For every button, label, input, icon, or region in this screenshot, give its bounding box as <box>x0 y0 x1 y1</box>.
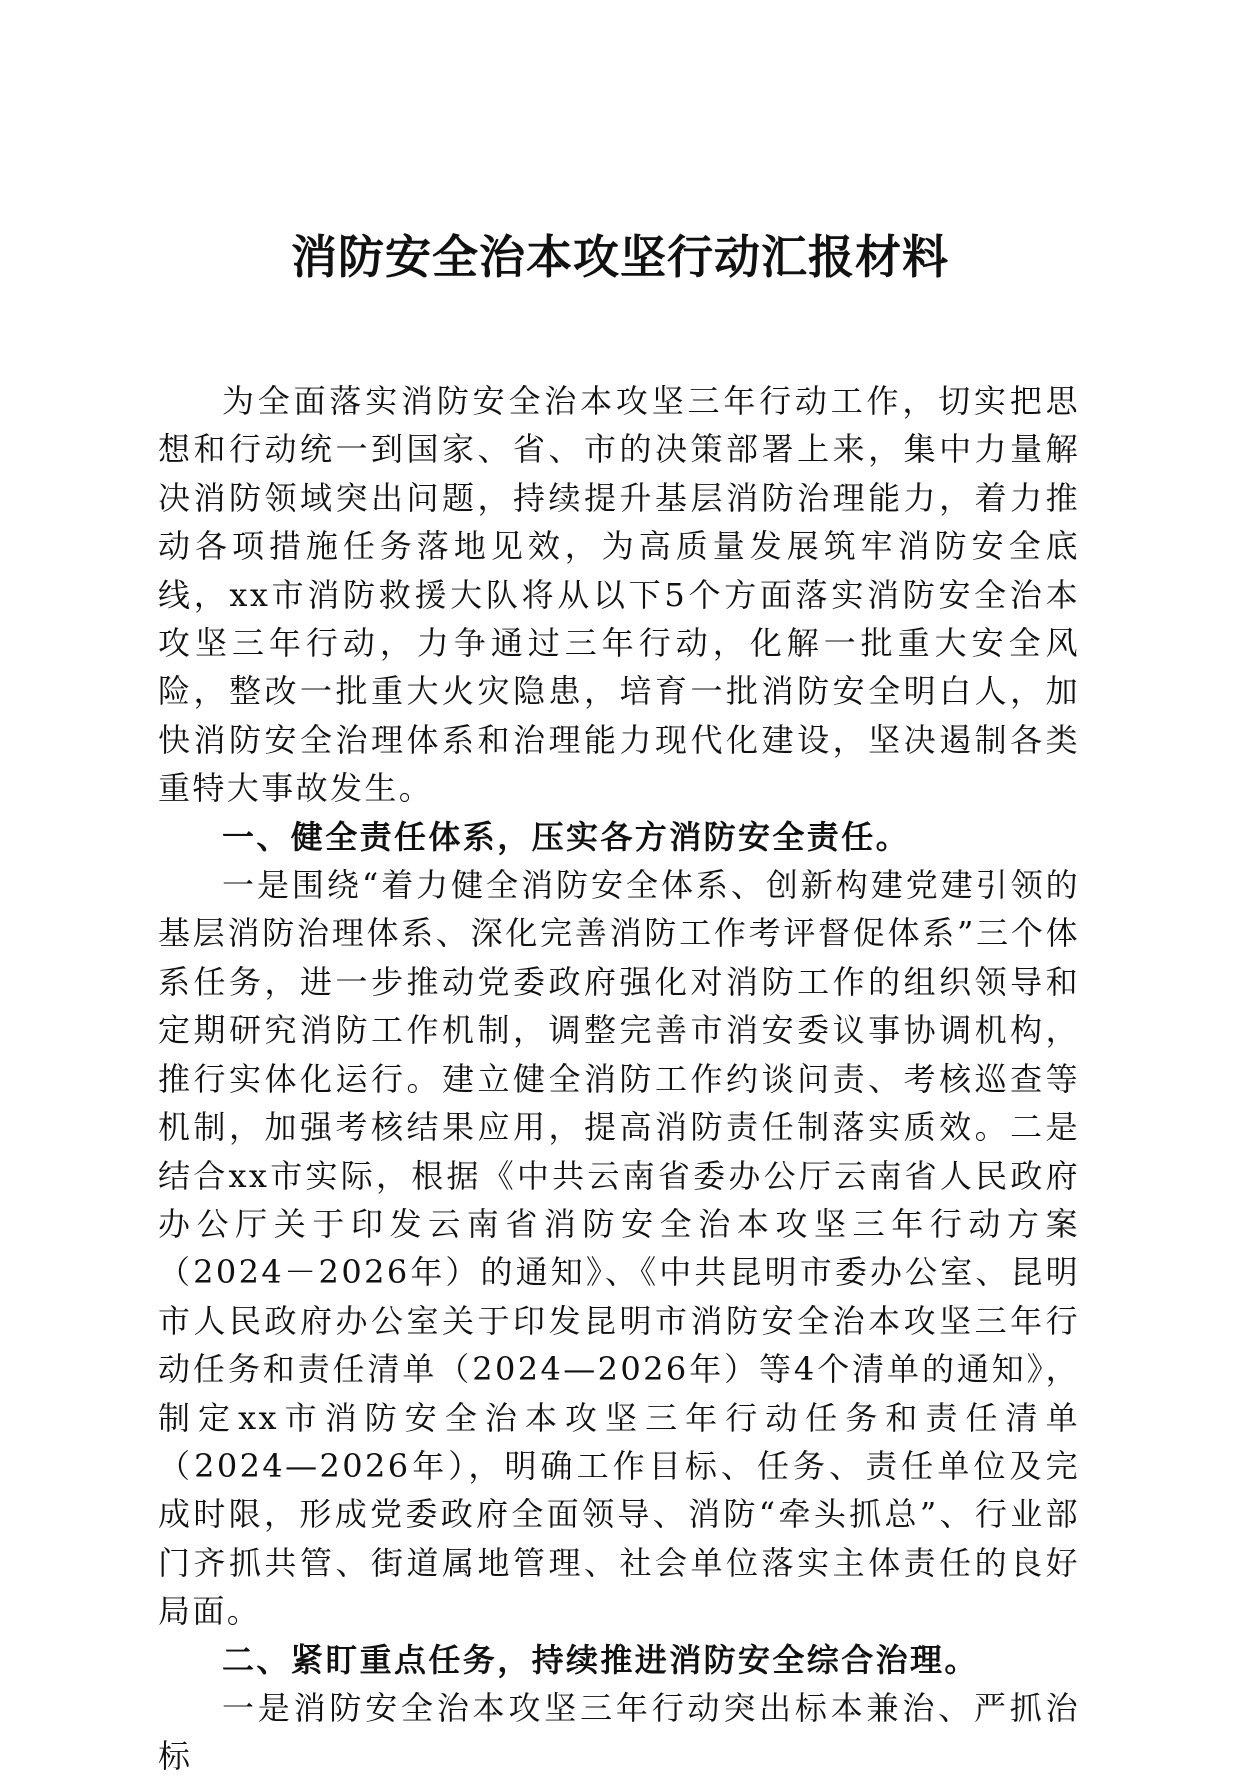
section-1-heading: 一、健全责任体系，压实各方消防安全责任。 <box>222 817 911 856</box>
section-2-heading: 二、紧盯重点任务，持续推进消防安全综合治理。 <box>222 1640 979 1679</box>
intro-paragraph: 为全面落实消防安全治本攻坚三年行动工作，切实把思想和行动统一到国家、省、市的决策部署上来，集中力量解决消防领域突出问题，持续提升基层消防治理能力，着力推动各项措施任务落地见效，为高质量发展筑牢消防安全底线，xx市消防救援大队将从以下5个方面落实消防安全治本攻坚三年行动，力争通过三年行动，化解一批重大安全风险，整改一批重大火灾隐患，培育一批消防安全明白人，加快消防安全治理体系和治理能力现代化建设，坚决遏制各类重特大事故发生。 <box>158 382 1080 808</box>
document-title: 消防安全治本攻坚行动汇报材料 <box>291 230 949 284</box>
section-1-paragraph: 一是围绕“着力健全消防安全体系、创新构建党建引领的基层消防治理体系、深化完善消防工作考评督促体系”三个体系任务，进一步推动党委政府强化对消防工作的组织领导和定期研究消防工作机制，调整完善市消安委议事协调机构，推行实体化运行。建立健全消防工作约谈问责、考核巡查等机制，加强考核结果应用，提高消防责任制落实质效。二是结合xx市实际，根据《中共云南省委办公厅云南省人民政府办公厅关于印发云南省消防安全治本攻坚三年行动方案（2024－2026年）的通知》、《中共昆明市委办公室、昆明市人民政府办公室关于印发昆明市消防安全治本攻坚三年行动任务和责任清单（2024—2026年）等4个清单的通知》，制定xx市消防安全治本攻坚三年行动任务和责任清单（2024—2026年），明确工作目标、任务、责任单位及完成时限，形成党委政府全面领导、消防“牵头抓总”、行业部门齐抓共管、街道属地管理、社会单位落实主体责任的良好局面。 <box>158 866 1080 1631</box>
section-2-paragraph: 一是消防安全治本攻坚三年行动突出标本兼治、严抓治标 <box>158 1688 1080 1776</box>
document-body <box>158 377 1080 1781</box>
